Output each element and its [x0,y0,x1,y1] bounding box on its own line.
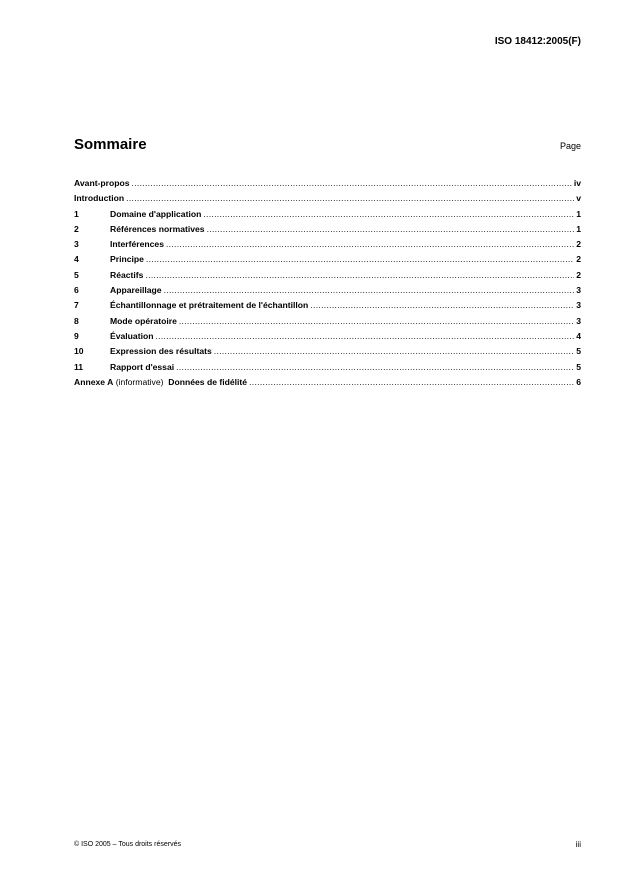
dot-leader [207,224,575,234]
toc-entry-label: Évaluation [110,330,154,341]
annex-prefix: Annexe A [74,376,114,387]
dot-leader [126,193,574,203]
toc-entry-number: 2 [74,223,79,234]
toc-entry-annex-a[interactable] [74,377,581,392]
toc-entry-label: Interférences [110,239,164,250]
annex-qualifier: (informative) [115,376,164,387]
toc-entry-page: 3 [576,300,581,311]
toc-header [74,136,581,153]
toc-entry-number: 9 [74,330,79,341]
toc-entry-page: 5 [576,361,581,372]
toc-entry-page: 2 [576,269,581,280]
toc-entry-label: Introduction [74,193,125,204]
footer-page-number: iii [575,840,581,849]
toc-entry-page: 2 [576,239,581,250]
toc-entry-page: 4 [576,330,581,341]
toc-entry-9[interactable] [74,331,581,346]
toc-entry-label: Expression des résultats [110,346,212,357]
table-of-contents [74,178,581,392]
toc-entry-introduction[interactable] [74,193,581,208]
toc-entry-1[interactable] [74,209,581,224]
toc-entry-3[interactable] [74,239,581,254]
toc-entry-page: 3 [576,315,581,326]
toc-title: Sommaire [74,136,147,153]
dot-leader [214,346,574,356]
document-reference: ISO 18412:2005(F) [494,36,581,47]
dot-leader [155,331,574,341]
dot-leader [145,270,574,280]
toc-entry-number: 11 [74,361,84,372]
toc-entry-number: 7 [74,300,79,311]
toc-entry-page: 5 [576,346,581,357]
toc-entry-label [74,377,247,387]
dot-leader [203,209,574,219]
toc-entry-label: Réactifs [110,269,144,280]
toc-entry-number: 8 [74,315,79,326]
dot-leader [249,377,574,387]
toc-page-column-label: Page [559,141,581,151]
toc-entry-label: Références normatives [110,223,205,234]
toc-entry-number: 10 [74,346,84,357]
toc-entry-5[interactable] [74,270,581,285]
toc-entry-page: 3 [576,285,581,296]
toc-entry-10[interactable] [74,346,581,361]
annex-title: Données de fidélité [168,376,248,387]
dot-leader [146,254,574,264]
toc-entry-number: 5 [74,269,79,280]
dot-leader [164,285,575,295]
dot-leader [176,362,574,372]
toc-entry-number: 3 [74,239,79,250]
toc-entry-label: Principe [110,254,144,265]
dot-leader [166,239,574,249]
toc-entry-page: iv [573,178,581,188]
toc-entry-page: v [576,193,581,204]
footer-copyright: © ISO 2005 – Tous droits réservés [74,841,181,848]
dot-leader [132,178,572,188]
dot-leader [310,300,574,310]
toc-entry-page: 2 [576,254,581,265]
toc-entry-label: Rapport d'essai [110,361,175,372]
toc-entry-page: 1 [576,223,581,234]
toc-entry-page: 1 [576,208,581,219]
toc-entry-label: Appareillage [110,285,162,296]
dot-leader [179,316,574,326]
toc-entry-4[interactable] [74,254,581,269]
toc-entry-avant-propos[interactable] [74,178,581,193]
toc-entry-8[interactable] [74,316,581,331]
toc-entry-label: Domaine d'application [110,208,202,219]
toc-entry-7[interactable] [74,300,581,315]
toc-entry-6[interactable] [74,285,581,300]
toc-entry-2[interactable] [74,224,581,239]
toc-entry-number: 6 [74,285,79,296]
toc-entry-page: 6 [576,376,581,387]
toc-entry-number: 4 [74,254,79,265]
toc-entry-11[interactable] [74,362,581,377]
toc-entry-label: Échantillonnage et prétraitement de l'échantillon [110,300,309,311]
toc-entry-label: Avant-propos [74,178,130,188]
toc-entry-number: 1 [74,208,79,219]
toc-entry-label: Mode opératoire [110,315,177,326]
